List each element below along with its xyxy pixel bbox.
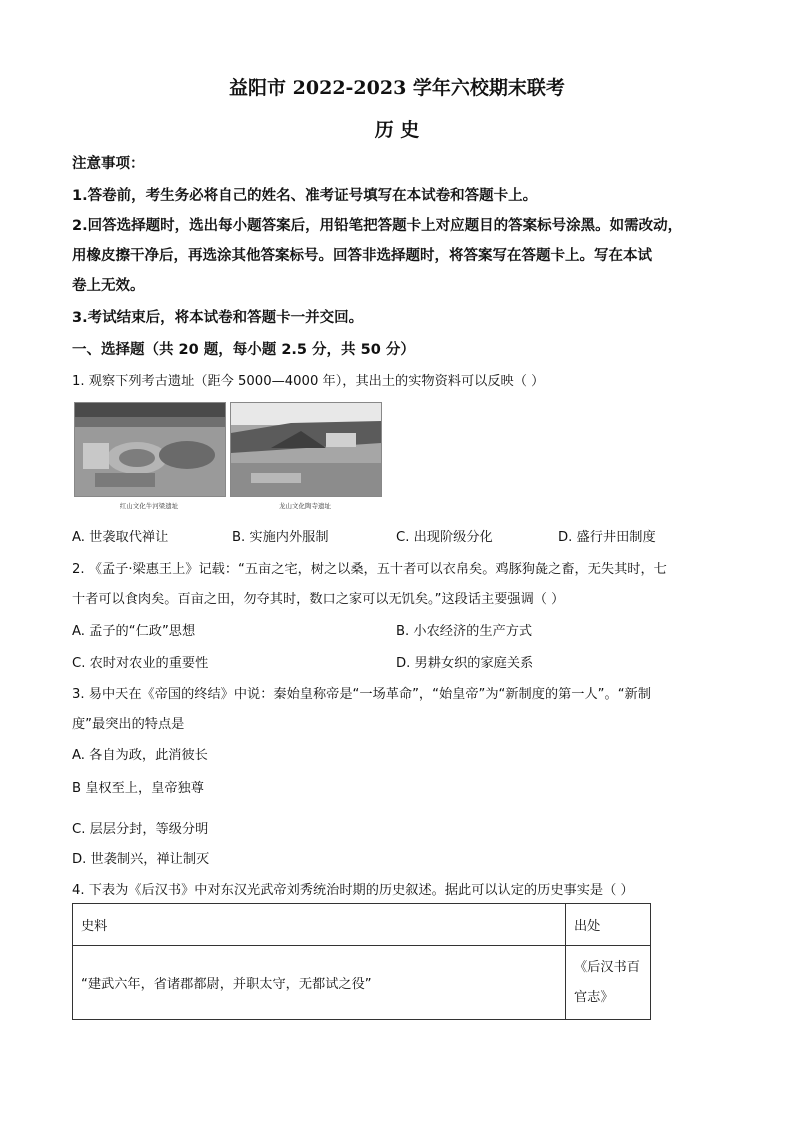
table-header-row	[73, 904, 651, 946]
q4-stem: 4. 下表为《后汉书》中对东汉光武帝刘秀统治时期的历史叙述。据此可以认定的历史事实是（ ）	[72, 883, 634, 898]
table-row	[73, 946, 651, 1020]
notes-item-1: 1.答卷前，考生务必将自己的姓名、准考证号填写在本试卷和答题卡上。	[72, 188, 538, 204]
q2-option-d[interactable]: D. 男耕女织的家庭关系	[396, 656, 534, 671]
q1-image-right-caption: 龙山文化陶寺遗址	[279, 502, 331, 510]
q3-option-b[interactable]: B 皇权至上，皇帝独尊	[72, 781, 204, 796]
q2-option-a[interactable]: A. 孟子的“仁政”思想	[72, 624, 196, 639]
q3-option-d[interactable]: D. 世袭制兴，禅让制灭	[72, 852, 210, 867]
q2-option-c[interactable]: C. 农时对农业的重要性	[72, 656, 209, 671]
q1-option-a[interactable]: A. 世袭取代禅让	[72, 530, 169, 545]
q1-image-left-caption: 红山文化牛河梁遗址	[119, 502, 179, 510]
q3-option-a[interactable]: A. 各自为政，此消彼长	[72, 748, 208, 763]
table-cell-origin-line-1: 《后汉书百	[574, 959, 640, 975]
section-1-heading: 一、选择题（共 20 题，每小题 2.5 分，共 50 分）	[72, 342, 415, 358]
q1-option-d[interactable]: D. 盛行井田制度	[558, 530, 656, 545]
exam-title: 益阳市 2022-2023 学年六校期末联考	[229, 77, 565, 99]
q3-stem-line-2: 度”最突出的特点是	[72, 717, 185, 732]
table-cell-origin	[566, 946, 651, 1020]
q3-stem-line-1: 3. 易中天在《帝国的终结》中说：秦始皇称帝是“一场革命”，“始皇帝”为“新制度的第一人”。“新制	[72, 687, 651, 702]
table-cell-source-text: “建武六年，省诸郡都尉，并职太守，无都试之役”	[73, 946, 566, 1020]
q3-option-c[interactable]: C. 层层分封，等级分明	[72, 822, 209, 837]
notes-heading: 注意事项：	[72, 156, 145, 172]
q1-image-left	[74, 402, 226, 497]
notes-item-2-line-2: 用橡皮擦干净后，再选涂其他答案标号。回答非选择题时，将答案写在答题卡上。写在本试	[72, 248, 652, 264]
q2-stem-line-2: 十者可以食肉矣。百亩之田，勿夺其时，数口之家可以无饥矣。”这段话主要强调（ ）	[72, 592, 565, 607]
q1-option-c[interactable]: C. 出现阶级分化	[396, 530, 493, 545]
table-cell-origin-line-2: 官志》	[574, 989, 614, 1005]
q4-source-table	[72, 903, 651, 1020]
q2-option-b[interactable]: B. 小农经济的生产方式	[396, 624, 533, 639]
notes-item-2-line-3: 卷上无效。	[72, 278, 145, 294]
notes-item-3: 3.考试结束后，将本试卷和答题卡一并交回。	[72, 310, 364, 326]
q1-stem: 1. 观察下列考古遗址（距今 5000—4000 年），其出土的实物资料可以反映（ ）	[72, 374, 545, 389]
q2-stem-line-1: 2. 《孟子·梁惠王上》记载：“五亩之宅，树之以桑，五十者可以衣帛矣。鸡豚狗彘之畜，无失其时，七	[72, 562, 667, 577]
q1-image-right	[230, 402, 382, 497]
table-header-source-material: 史料	[73, 904, 566, 946]
subject-title: 历 史	[374, 119, 420, 141]
table-header-origin: 出处	[566, 904, 651, 946]
q1-option-b[interactable]: B. 实施内外服制	[232, 530, 329, 545]
notes-item-2-line-1: 2.回答选择题时，选出每小题答案后，用铅笔把答题卡上对应题目的答案标号涂黑。如需改动，	[72, 218, 683, 234]
